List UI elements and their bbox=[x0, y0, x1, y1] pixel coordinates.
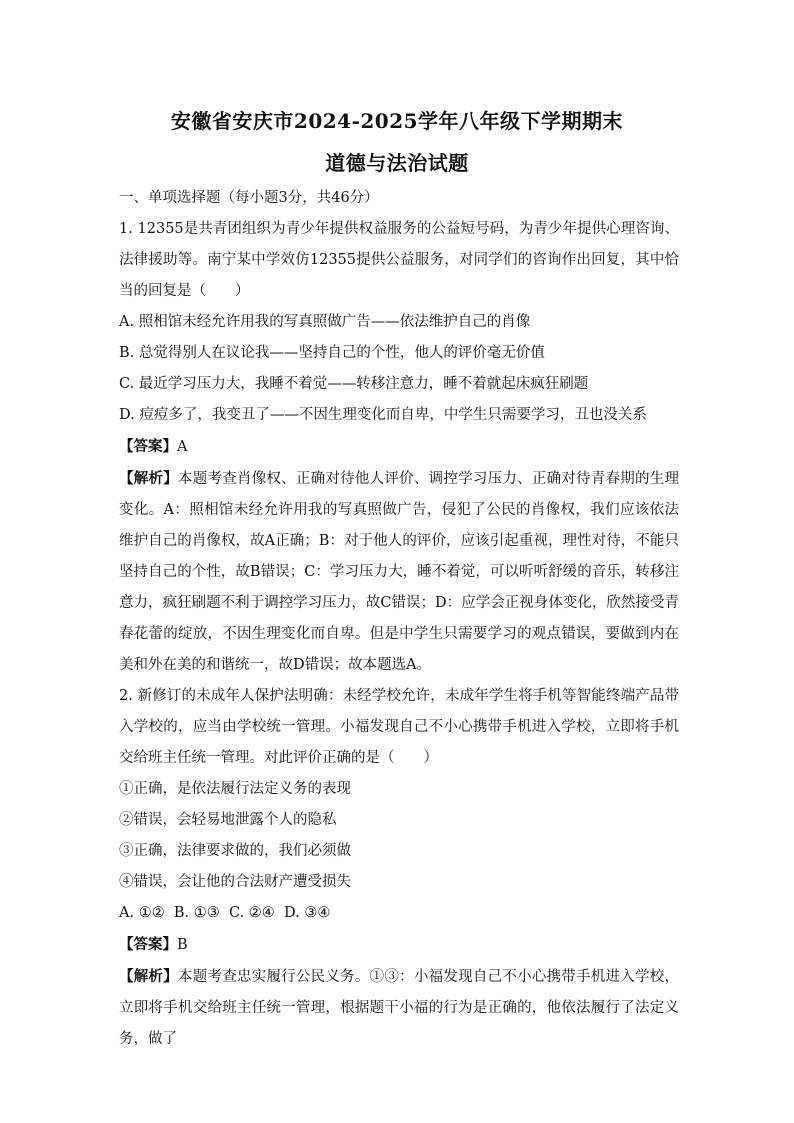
question-1-option-c: C. 最近学习压力大，我睡不着觉——转移注意力，睡不着就起床疯狂刷题 bbox=[119, 376, 589, 392]
question-1-answer bbox=[119, 431, 679, 463]
answer-label: 【答案】 bbox=[119, 438, 177, 455]
document-body bbox=[119, 183, 679, 1055]
document-subtitle: 道德与法治试题 bbox=[325, 151, 469, 175]
section-heading: 一、单项选择题（每小题3分，共46分） bbox=[119, 190, 379, 206]
answer-value: B bbox=[177, 937, 188, 953]
question-1-option-a: A. 照相馆未经允许用我的写真照做广告——依法维护自己的肖像 bbox=[119, 314, 531, 330]
analysis-label: 【解析】 bbox=[119, 470, 178, 487]
question-1-stem: 1. 12355是共青团组织为青少年提供权益服务的公益短号码，为青少年提供心理咨询、法律援助等。南宁某中学效仿12355提供公益服务，对同学们的咨询作出回复，其中恰当的回复是（ ） bbox=[119, 221, 679, 299]
document-title: 安徽省安庆市2024-2025学年八年级下学期期末 bbox=[170, 109, 624, 133]
question-2-analysis bbox=[119, 961, 679, 1055]
answer-value: A bbox=[177, 439, 188, 455]
question-2-choices: A. ①② B. ①③ C. ②④ D. ③④ bbox=[119, 905, 331, 921]
question-2-statement-4: ④错误，会让他的合法财产遭受损失 bbox=[119, 874, 351, 890]
answer-label: 【答案】 bbox=[119, 936, 177, 953]
question-2-statement-3: ③正确，法律要求做的，我们必须做 bbox=[119, 843, 351, 859]
question-1-option-d: D. 痘痘多了，我变丑了——不因生理变化而自卑，中学生只需要学习，丑也没关系 bbox=[119, 407, 647, 423]
question-2-stem: 2. 新修订的未成年人保护法明确：未经学校允许，未成年学生将手机等智能终端产品带入学校的，应当由学校统一管理。小福发现自己不小心携带手机进入学校，立即将手机交给班主任统一管理。对此评价正确的是（ ） bbox=[119, 688, 679, 766]
question-2-statement-2: ②错误，会轻易地泄露个人的隐私 bbox=[119, 812, 337, 828]
analysis-text: 本题考查忠实履行公民义务。①③：小福发现自己不小心携带手机进入学校，立即将手机交给班主任统一管理，根据题干小福的行为是正确的，他依法履行了法定义务，做了 bbox=[119, 969, 680, 1047]
analysis-text: 本题考查肖像权、正确对待他人评价、调控学习压力、正确对待青春期的生理变化。A：照相馆未经允许用我的写真照做广告，侵犯了公民的肖像权，我们应该依法维护自己的肖像权，故A正确；B：对于他人的评价，应该引起重视，理性对待，不能只坚持自己的个性，故B错误；C：学习压力大，睡不着觉，可以听听舒缓的音乐，转移注意力，疯狂刷题不利于调控学习压力，故C错误；D：应学会正视身体变化，欣然接受青春花蕾的绽放，不因生理变化而自卑。但是中学生只需要学习的观点错误，要做到内在美和外在美的和谐统一，故D错误；故本题选A。 bbox=[119, 471, 680, 673]
question-2-answer bbox=[119, 929, 679, 961]
question-1-analysis bbox=[119, 463, 679, 681]
question-1-option-b: B. 总觉得别人在议论我——坚持自己的个性，他人的评价毫无价值 bbox=[119, 345, 545, 361]
question-2-statement-1: ①正确，是依法履行法定义务的表现 bbox=[119, 781, 351, 797]
analysis-label: 【解析】 bbox=[119, 968, 178, 985]
